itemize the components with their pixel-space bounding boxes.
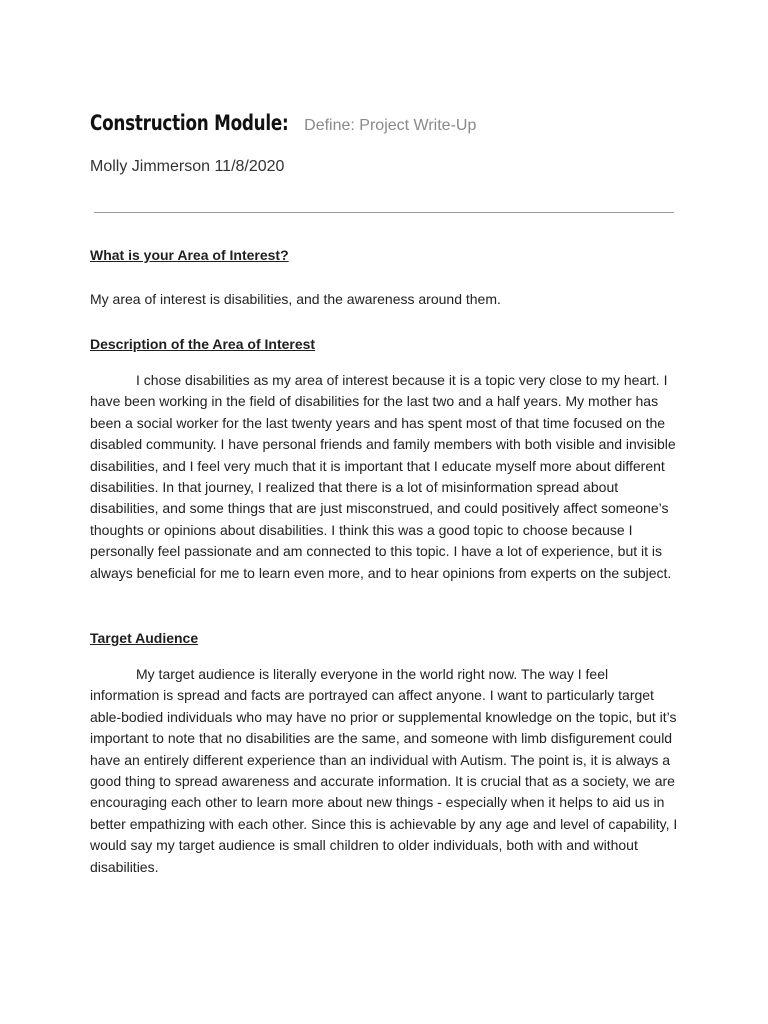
section-body-description (90, 370, 680, 584)
title-subtitle: Define: Project Write-Up (304, 117, 477, 134)
paragraph: I chose disabilities as my area of interest because it is a topic very close to my heart. I have been working in the field of disabilities for the last two and a half years. My mother has been a social worker for the last twenty years and has spent most of that time focused on the disabled community. I have personal friends and family members with both visible and invisible disabilities, and I feel very much that it is important that I educate myself more about different disabilities. In that journey, I realized that there is a lot of misinformation spread about disabilities, and some things that are just misconstrued, and could positively affect someone’s thoughts or opinions about disabilities. I think this was a good topic to choose because I personally feel passionate and am connected to this topic. I have a lot of experience, but it is always beneficial for me to learn even more, and to hear opinions from experts on the subject. (90, 372, 676, 581)
paragraph: My target audience is literally everyone in the world right now. The way I feel information is spread and facts are portrayed can affect anyone. I want to particularly target able-bodied individuals who may have no prior or supplemental knowledge on the topic, but it’s important to note that no disabilities are the same, and someone with limb disfigurement could have an entirely different experience than an individual with Autism. The point is, it is always a good thing to spread awareness and accurate information. It is crucial that as a society, we are encouraging each other to learn more about new things - especially when it helps to aid us in better empathizing with each other. Since this is achievable by any age and level of capability, I would say my target audience is small children to older individuals, both with and without disabilities. (90, 666, 678, 875)
heading-area-of-interest: What is your Area of Interest? (90, 247, 289, 263)
document-title (90, 108, 476, 141)
horizontal-divider (94, 212, 674, 213)
heading-description: Description of the Area of Interest (90, 336, 316, 352)
author-date-line: Molly Jimmerson 11/8/2020 (90, 158, 285, 175)
section-body-area-of-interest (90, 289, 680, 310)
paragraph: My area of interest is disabilities, and the awareness around them. (90, 291, 501, 307)
title-bold: Construction Module: (90, 111, 289, 135)
section-body-target-audience (90, 664, 680, 878)
heading-target-audience: Target Audience (90, 630, 199, 646)
